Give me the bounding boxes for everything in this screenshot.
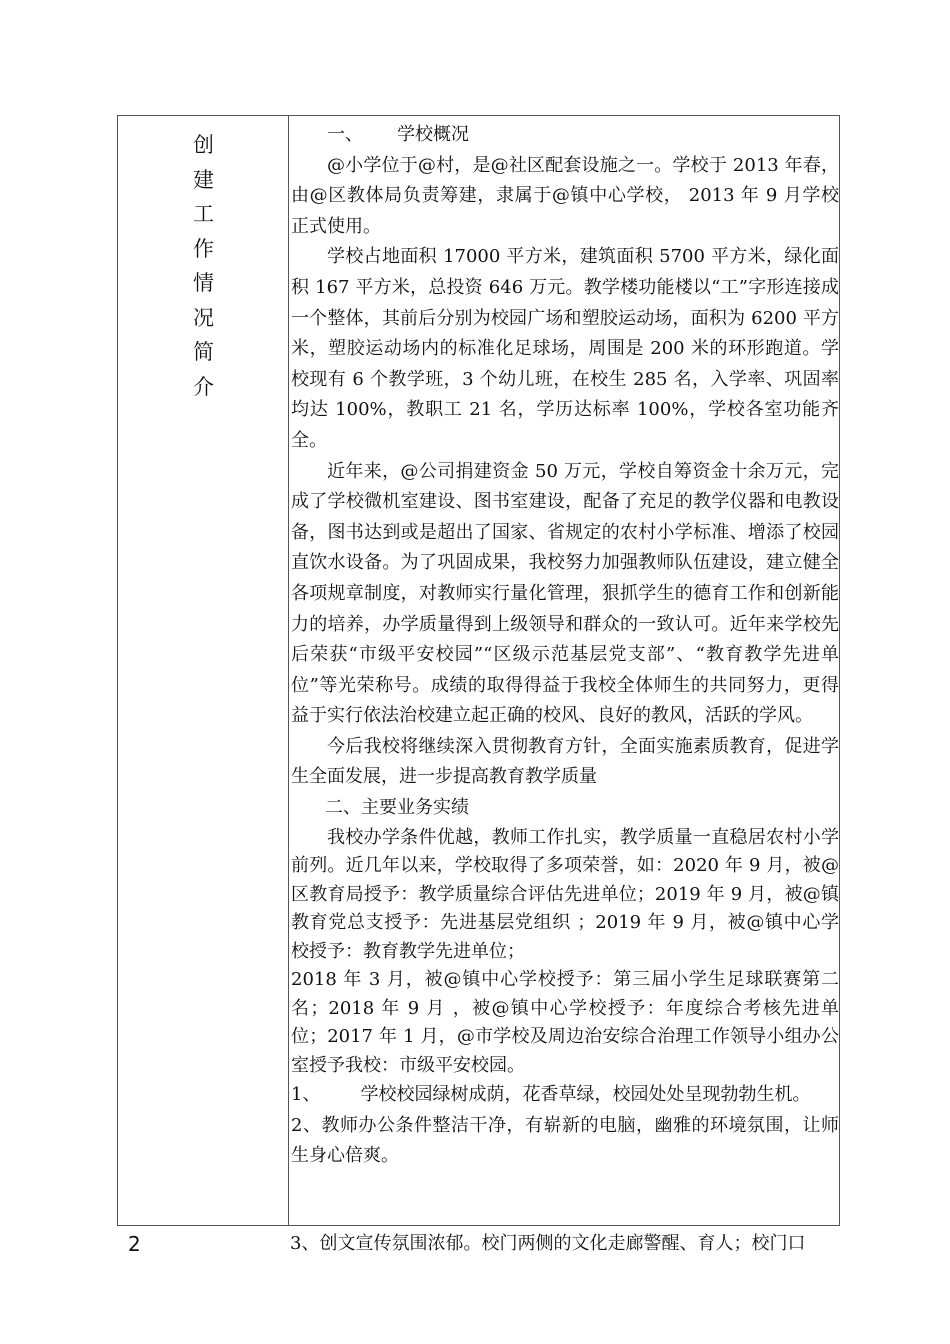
label-char: 建	[193, 167, 214, 192]
paragraph-recent-years: 近年来，@公司捐建资金 50 万元，学校自筹资金十余万元，完成了学校微机室建设、图书室建设，配备了充足的教学仪器和电教设备，图书达到或是超出了国家、省规定的农村小学标准、增添了校园直饮水设备。为了巩固成果，我校努力加强教师队伍建设，建立健全各项规章制度，对教师实行量化管理，狠抓学生的德育工作和创新能力的培养，办学质量得到上级领导和群众的一致认可。近年来学校先后荣获“市级平安校园”“区级示范基层党支部”、“教育教学先进单位”等光荣称号。成绩的取得得益于我校全体师生的共同努力，更得益于实行依法治校建立起正确的校风、良好的教风，活跃的学风。	[291, 460, 839, 727]
list-item-overflow: 3、创文宣传氛围浓郁。校门两侧的文化走廊警醒、育人；校门口	[290, 1233, 806, 1254]
label-char: 简	[193, 340, 214, 364]
label-char: 作	[193, 236, 214, 261]
list-number: 1、	[291, 1084, 321, 1106]
content-cell	[289, 116, 841, 1225]
section-heading-achievements: 二、主要业务实绩	[325, 797, 469, 819]
list-item: 2、教师办公条件整洁干净，有崭新的电脑，幽雅的环境氛围，让师生身心倍爽。	[291, 1114, 839, 1167]
list-text: 学校校园绿树成荫，花香草绿，校园处处呈现勃勃生机。	[360, 1084, 811, 1106]
label-cell	[118, 116, 289, 1225]
paragraph-honors: 我校办学条件优越，教师工作扎实，教学质量一直稳居农村小学前列。近几年以来，学校取得了多项荣誉，如：2020 年 9 月，被@区教育局授予：教学质量综合评估先进单位；2019 年 9 月，被@镇教育党总支授予：先进基层党组织 ；2019 年 9 月，被@镇中心学校授予：教育教学先进单位；	[291, 826, 839, 962]
label-char: 创	[193, 133, 214, 157]
content-body	[291, 120, 839, 1172]
section-title: 学校概况	[397, 124, 469, 145]
paragraph-facilities: 学校占地面积 17000 平方米，建筑面积 5700 平方米，绿化面积 167 平方米，总投资 646 万元。教学楼功能楼以“工”字形连接成一个整体，其前后分别为校园广场和塑胶运动场，面积为 6200 平方米，塑胶运动场内的标准化足球场，周围是 200 米的环形跑道。学校现有 6 个教学班，3 个幼儿班，在校生 285 名，入学率、巩固率均达 100%，教职工 21 名，学历达标率 100%，学校各室功能齐全。	[291, 246, 839, 451]
section-heading-overview	[291, 120, 839, 151]
list-item	[291, 1080, 839, 1111]
page-number: 2	[128, 1232, 141, 1256]
section-number: 一、	[327, 124, 363, 145]
label-char: 情	[193, 271, 214, 295]
paragraph-location: @小学位于@村，是@社区配套设施之一。学校于 2013 年春，由@区教体局负责筹建，隶属于@镇中心学校， 2013 年 9 月学校正式使用。	[291, 154, 839, 237]
vertical-label	[118, 128, 289, 404]
paragraph-honors-continued: 2018 年 3 月，被@镇中心学校授予：第三届小学生足球联赛第二名；2018 年 9 月 ，被@镇中心学校授予：年度综合考核先进单位；2017 年 1 月，@市学校及周边治安综合治理工作领导小组办公室授予我校：市级平安校园。	[291, 969, 839, 1076]
profile-table	[117, 115, 840, 1226]
paragraph-future: 今后我校将继续深入贯彻教育方针，全面实施素质教育，促进学生全面发展，进一步提高教育教学质量	[291, 735, 839, 788]
label-char: 工	[193, 202, 214, 226]
label-char: 介	[193, 374, 214, 399]
label-char: 况	[193, 305, 214, 330]
